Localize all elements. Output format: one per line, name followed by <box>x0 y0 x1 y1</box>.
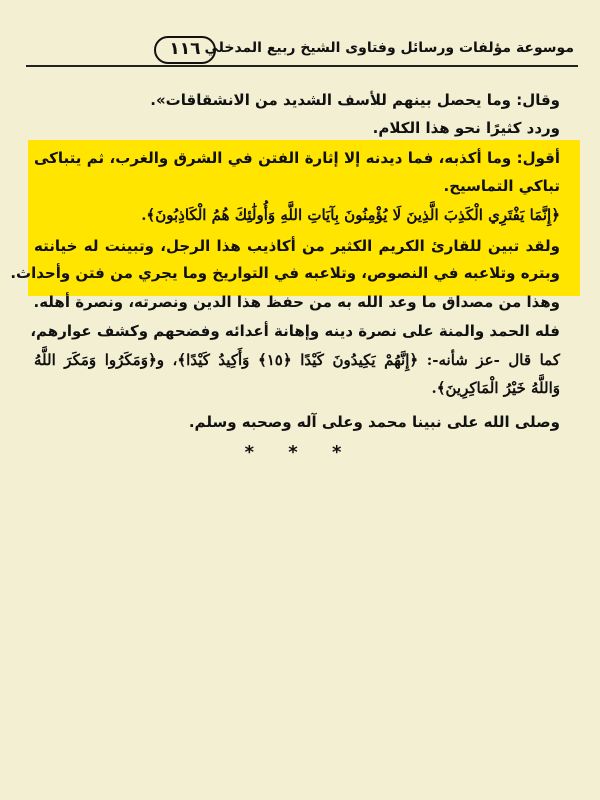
quran-verse-2-end: وَاللَّهُ خَيْرُ الْمَاكِرِينَ﴾. <box>431 379 560 397</box>
quran-verse-2: كما قال -عز شأنه-: ﴿إِنَّهُمْ يَكِيدُونَ كَيْدًا ﴿١٥﴾ وَأَكِيدُ كَيْدًا﴾، و﴿وَمَكَرُوا وَمَكَرَ اللَّهُ <box>34 351 560 369</box>
text-line-7: وبتره وتلاعبه في النصوص، وتلاعبه في التواريخ وما يجري من فتن وأحداث. <box>10 264 560 282</box>
page-header <box>26 40 578 68</box>
text-line-6: ولقد تبين للقارئ الكريم الكثير من أكاذيب هذا الرجل، وتبينت له خيانته <box>34 237 560 255</box>
quran-verse-1: ﴿إِنَّمَا يَفْتَرِي الْكَذِبَ الَّذِينَ لَا يُؤْمِنُونَ بِآيَاتِ اللَّهِ وَأُولَٰئِكَ هُمُ الْكَاذِبُونَ﴾. <box>141 206 560 224</box>
text-line-8: وهذا من مصداق ما وعد الله به من حفظ هذا الدين ونصرته، ونصرة أهله. <box>33 293 560 311</box>
book-title: موسوعة مؤلفات ورسائل وفتاوى الشيخ ربيع المدخلي <box>204 40 574 56</box>
page-number: ١١٦ <box>154 36 216 64</box>
text-line-2: وردد كثيرًا نحو هذا الكلام. <box>372 119 560 137</box>
header-rule <box>26 65 578 67</box>
text-line-4: تباكي التماسيح. <box>443 177 560 195</box>
section-stars: * * * <box>244 442 356 463</box>
closing-prayer: وصلى الله على نبينا محمد وعلى آله وصحبه وسلم. <box>188 413 560 431</box>
text-line-1: وقال: وما يحصل بينهم للأسف الشديد من الانشقاقات». <box>150 91 560 109</box>
text-line-9: فله الحمد والمنة على نصرة دينه وإهانة أعدائه وفضحهم وكشف عوارهم، <box>30 322 560 340</box>
text-line-3: أقول: وما أكذبه، فما ديدنه إلا إثارة الفتن في الشرق والغرب، ثم يتباكى <box>34 149 560 167</box>
